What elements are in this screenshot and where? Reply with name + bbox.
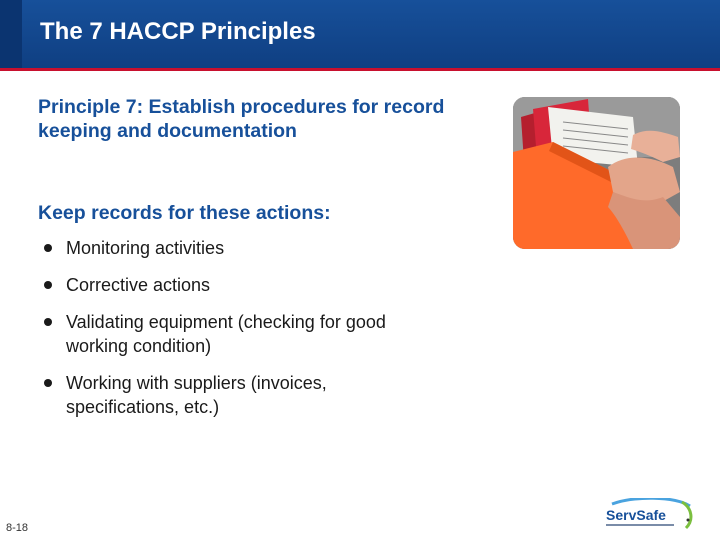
servsafe-logo (604, 498, 696, 532)
records-folder-illustration (513, 97, 680, 249)
title-accent-line (0, 68, 720, 71)
page-number: 8-18 (6, 522, 29, 534)
title-bar (0, 0, 720, 68)
bullet-icon (44, 244, 52, 252)
bullet-list (44, 236, 444, 432)
list-item-text: Corrective actions (66, 275, 211, 295)
list-item-text: Monitoring activities (66, 238, 225, 258)
list-item (44, 310, 444, 358)
list-item-text: Validating equipment (checking for good working condition) (66, 312, 386, 356)
bullet-icon (44, 281, 52, 289)
list-item (44, 236, 444, 260)
list-item (44, 371, 444, 419)
bullet-icon (44, 318, 52, 326)
principle-heading: Principle 7: Establish procedures for record keeping and documentation (38, 96, 445, 142)
bullet-icon (44, 379, 52, 387)
svg-text:ServSafe: ServSafe (606, 507, 666, 523)
records-folder-photo (513, 97, 680, 249)
list-item (44, 273, 444, 297)
servsafe-logo-icon (604, 498, 696, 532)
slide-title: The 7 HACCP Principles (40, 18, 316, 45)
list-item-text: Working with suppliers (invoices, specifications, etc.) (66, 373, 327, 417)
keep-records-heading: Keep records for these actions: (38, 202, 331, 224)
title-bar-stripe (0, 0, 22, 68)
